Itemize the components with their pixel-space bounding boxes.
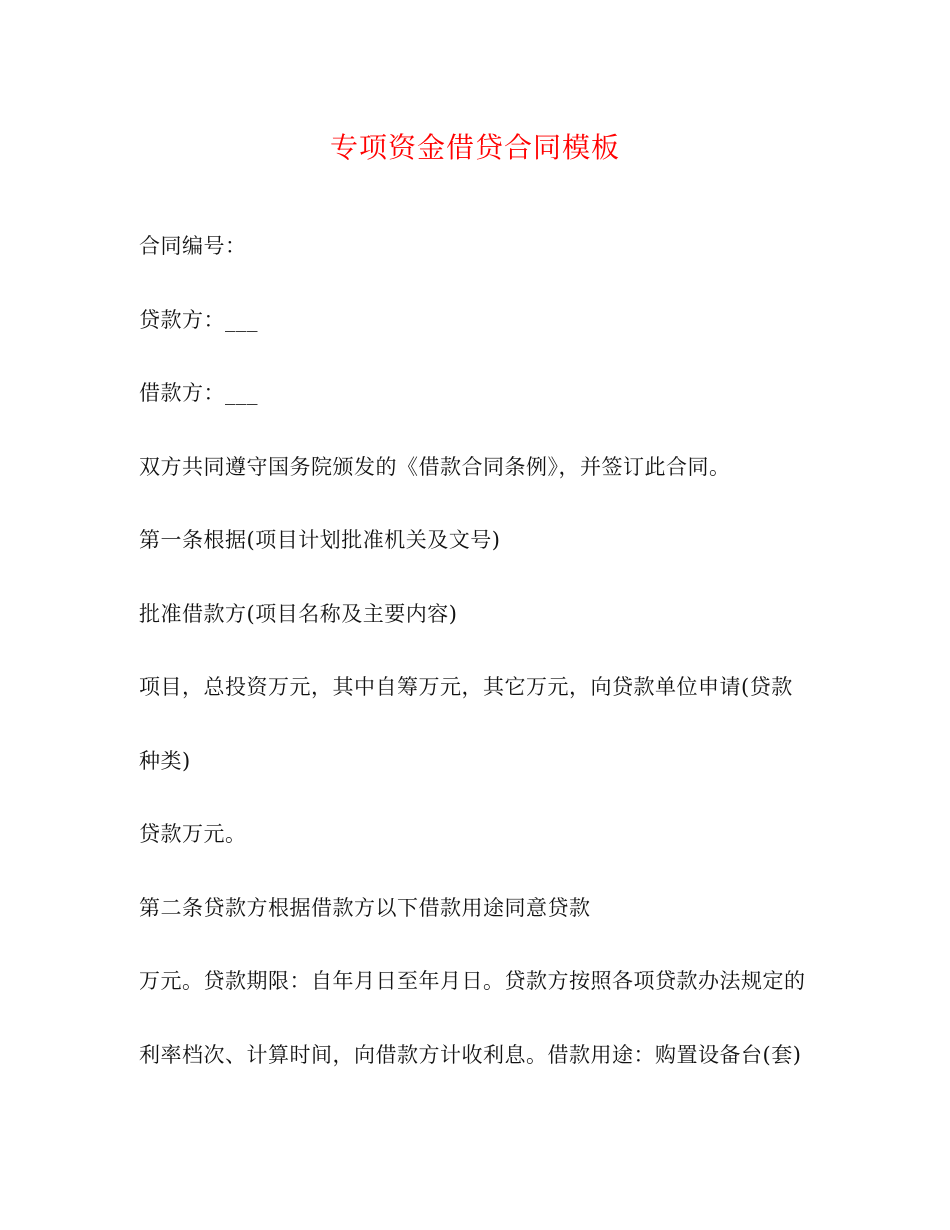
interest-purpose-line: 利率档次、计算时间，向借款方计收利息。借款用途：购置设备台(套): [139, 1042, 802, 1067]
loan-amount-line: 贷款万元。: [139, 822, 247, 846]
document-body: [139, 210, 829, 1092]
document-title: 专项资金借贷合同模板: [329, 131, 620, 164]
investment-line: 项目，总投资万元，其中自筹万元，其它万元，向贷款单位申请(贷款: [139, 675, 793, 699]
agreement-statement: 双方共同遵守国务院颁发的《借款合同条例》，并签订此合同。: [139, 454, 731, 479]
loan-term-line: 万元。贷款期限：自年月日至年月日。贷款方按照各项贷款办法规定的: [139, 969, 806, 993]
article-2-line: 第二条贷款方根据借款方以下借款用途同意贷款: [139, 895, 591, 920]
borrower-line: 借款方：___: [139, 381, 258, 405]
approval-line: 批准借款方(项目名称及主要内容): [139, 601, 458, 626]
lender-line: 贷款方：___: [139, 307, 258, 332]
loan-type-line: 种类): [139, 748, 191, 773]
contract-number-line: 合同编号：: [139, 234, 247, 258]
article-1-line: 第一条根据(项目计划批准机关及文号): [139, 528, 501, 552]
